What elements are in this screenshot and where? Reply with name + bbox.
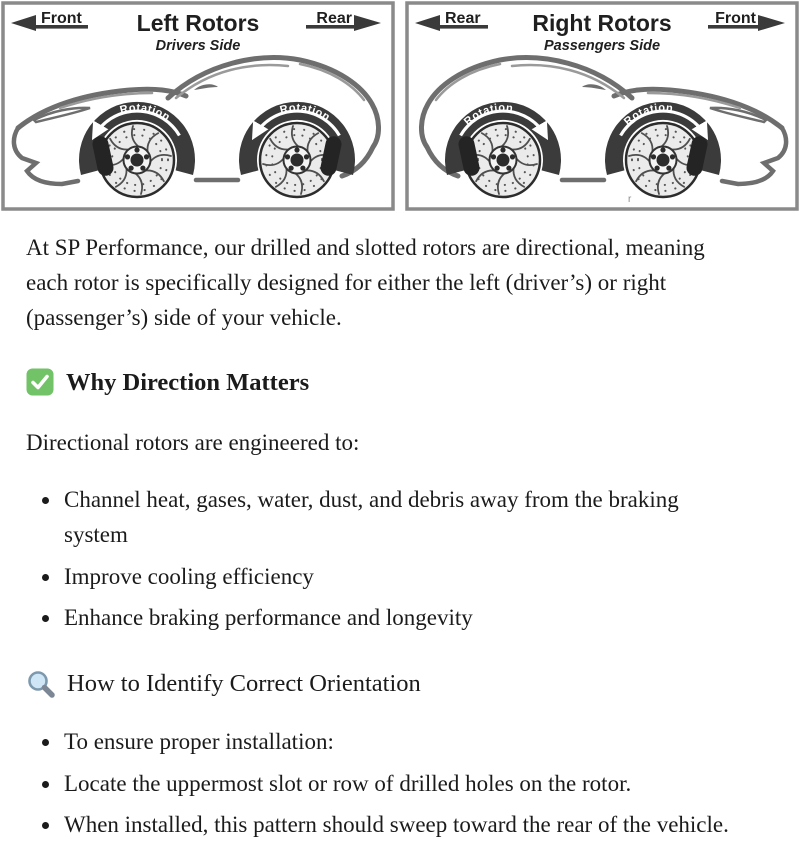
magnifying-glass-icon	[26, 669, 56, 699]
svg-text:Front: Front	[715, 10, 756, 27]
list-item: • When installed, this pattern should sweep toward the rear of the vehicle.	[62, 807, 740, 842]
rotation-label: Rotation	[621, 101, 675, 128]
rotor-diagram-svg	[0, 0, 800, 215]
benefits-list	[26, 482, 770, 635]
panel-left-rotors	[3, 3, 393, 209]
list-item: • Improve cooling efficiency	[62, 559, 740, 594]
check-mark-icon	[26, 368, 54, 396]
rotation-label: Rotation	[461, 101, 515, 128]
list-item: • Enhance braking performance and longevity	[62, 600, 740, 635]
panel-title: Left Rotors	[136, 10, 260, 36]
section-lead: Directional rotors are engineered to:	[26, 430, 360, 456]
list-item: • Locate the uppermost slot or row of drilled holes on the rotor.	[62, 766, 740, 801]
svg-text:Rear: Rear	[316, 10, 352, 27]
rotation-label: Rotation	[118, 101, 173, 124]
svg-text:Rear: Rear	[445, 10, 481, 27]
intro-paragraph: At SP Performance, our drilled and slotted rotors are directional, meaning each rotor is specifically designed for either the left (driver’s) or right (passenger’s) side of your vehicle.	[26, 235, 705, 331]
article-body	[0, 230, 800, 858]
section-title: How to Identify Correct Orientation	[67, 669, 421, 697]
orientation-steps-list	[26, 724, 770, 842]
rotor-direction-diagram	[0, 0, 800, 215]
panel-title: Right Rotors	[532, 10, 672, 36]
panel-subtitle: Drivers Side	[155, 38, 241, 54]
svg-text:Front: Front	[41, 10, 82, 27]
panel-subtitle: Passengers Side	[543, 38, 661, 54]
section-heading-identify-orientation	[26, 665, 770, 702]
rotation-label: Rotation	[278, 101, 333, 124]
section-heading-why-direction-matters	[26, 364, 770, 401]
list-item: • Channel heat, gases, water, dust, and debris away from the braking system	[62, 482, 740, 552]
print-artifact: r	[628, 194, 632, 205]
section-title: Why Direction Matters	[66, 368, 310, 396]
list-item: • To ensure proper installation:	[62, 724, 740, 759]
panel-right-rotors	[407, 3, 797, 209]
